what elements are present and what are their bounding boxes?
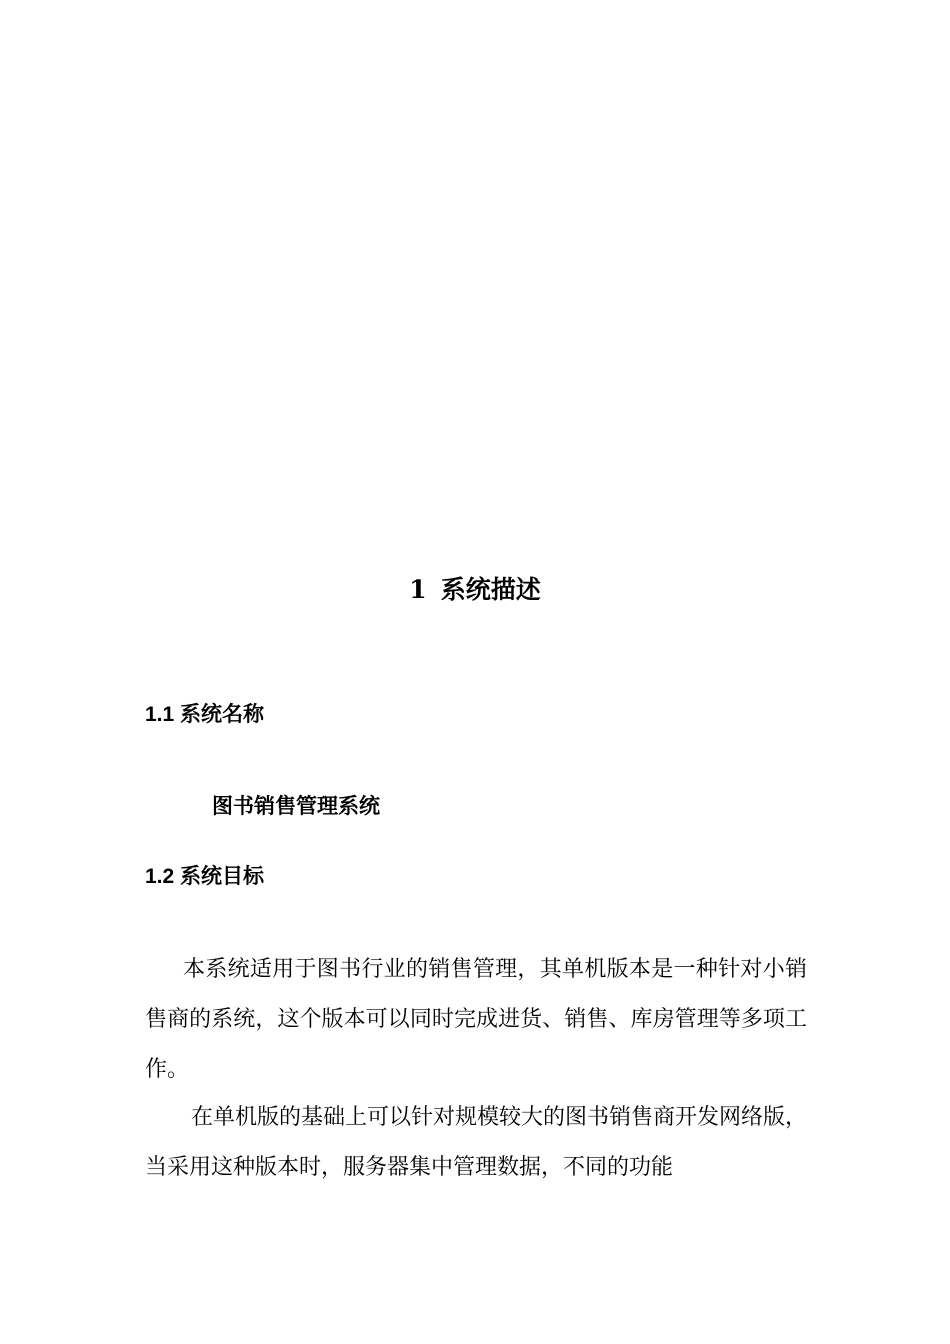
paragraph-2: 在单机版的基础上可以针对规模较大的图书销售商开发网络版，当采用这种版本时，服务器集中管理数据，不同的功能: [145, 1105, 808, 1180]
chapter-title-text: 系统描述: [440, 575, 541, 604]
system-name: 图书销售管理系统: [212, 795, 380, 818]
section-heading-1-1: 1.1 系统名称: [145, 703, 265, 726]
chapter-title: [0, 570, 950, 610]
section-heading-1-2: 1.2 系统目标: [145, 865, 265, 888]
paragraph-1: 本系统适用于图书行业的销售管理，其单机版本是一种针对小销售商的系统，这个版本可以同时完成进货、销售、库房管理等多项工作。: [145, 957, 807, 1082]
chapter-number: 1: [409, 575, 427, 604]
